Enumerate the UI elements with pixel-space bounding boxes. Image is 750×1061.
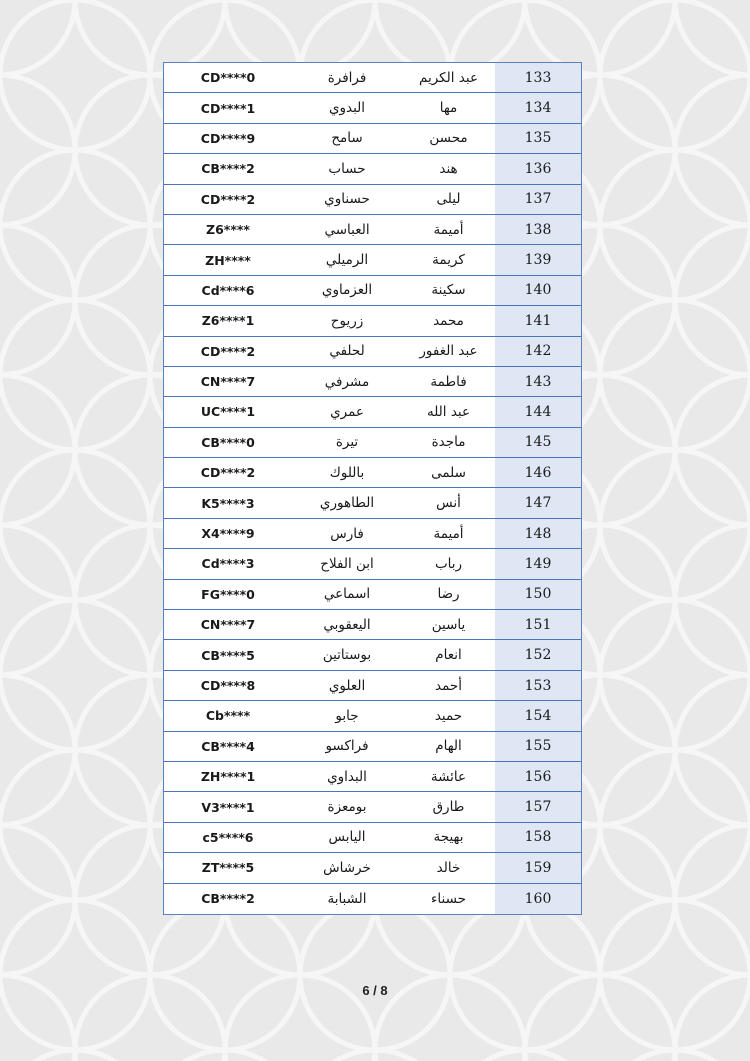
id-code-cell: c5****6	[202, 829, 254, 845]
last-name-cell: فارس	[330, 525, 364, 542]
first-name-cell: ماجدة	[431, 434, 466, 451]
row-number-cell: 158	[495, 823, 581, 852]
first-name-cell: حسناء	[431, 890, 466, 907]
id-code-cell: CD****8	[200, 678, 256, 693]
table-row	[164, 701, 581, 731]
table-row	[164, 367, 581, 397]
id-code-cell: CD****2	[200, 343, 256, 359]
row-number-cell: 133	[495, 63, 581, 92]
table-row	[164, 792, 581, 822]
id-code-cell: CD****2	[200, 465, 256, 481]
table-row	[164, 732, 581, 762]
table-row	[164, 215, 581, 245]
last-name-cell: عمري	[330, 403, 364, 420]
first-name-cell: فاطمة	[430, 373, 467, 390]
table-row	[164, 884, 581, 914]
table-row	[164, 823, 581, 853]
last-name-cell: العزماوي	[321, 282, 373, 299]
id-code-cell: CB****5	[201, 647, 255, 663]
id-code-cell: V3****1	[201, 799, 255, 815]
id-code-cell: CB****4	[201, 738, 255, 754]
row-number-cell: 141	[495, 306, 581, 335]
last-name-cell: لحلفي	[329, 343, 365, 360]
id-code-cell: CB****2	[201, 891, 255, 907]
last-name-cell: خرشاش	[323, 859, 371, 876]
last-name-cell: اسماعي	[323, 586, 371, 603]
table-row	[164, 762, 581, 792]
table-row	[164, 245, 581, 275]
row-number-cell: 142	[495, 337, 581, 366]
last-name-cell: ابن الفلاح	[320, 555, 374, 572]
last-name-cell: فرافرة	[327, 69, 367, 86]
first-name-cell: طارق	[432, 799, 465, 816]
row-number-cell: 153	[495, 671, 581, 700]
row-number-cell: 145	[495, 428, 581, 457]
row-number-cell: 154	[495, 701, 581, 730]
first-name-cell: رضا	[437, 586, 460, 603]
table-row	[164, 185, 581, 215]
last-name-cell: الشبابة	[327, 890, 367, 907]
first-name-cell: عائشة	[430, 768, 467, 785]
last-name-cell: سامح	[331, 130, 363, 147]
first-name-cell: محمد	[433, 312, 464, 329]
id-code-cell: K5****3	[201, 495, 255, 511]
last-name-cell: العباسي	[324, 221, 370, 238]
table-row	[164, 519, 581, 549]
table-row	[164, 549, 581, 579]
row-number-cell: 134	[495, 93, 581, 122]
id-code-cell: Z6****1	[201, 313, 255, 329]
table-row	[164, 610, 581, 640]
table-row	[164, 276, 581, 306]
id-code-cell: CD****9	[200, 130, 256, 146]
table-row	[164, 640, 581, 670]
table-row	[164, 428, 581, 458]
row-number-cell: 148	[495, 519, 581, 548]
table-row	[164, 154, 581, 184]
first-name-cell: رباب	[434, 555, 463, 572]
first-name-cell: أميمة	[433, 525, 464, 542]
last-name-cell: فراكسو	[325, 738, 369, 755]
first-name-cell: ياسين	[431, 616, 466, 633]
last-name-cell: حسناوي	[324, 191, 370, 208]
table-row	[164, 580, 581, 610]
table-row	[164, 124, 581, 154]
last-name-cell: الرميلي	[325, 252, 369, 269]
id-code-cell: CB****2	[201, 161, 255, 177]
row-number-cell: 139	[495, 245, 581, 274]
id-code-cell: CN****7	[200, 617, 256, 633]
table-row	[164, 488, 581, 518]
first-name-cell: سلمى	[431, 464, 466, 481]
row-number-cell: 152	[495, 640, 581, 669]
id-code-cell: CD****0	[200, 70, 256, 86]
last-name-cell: بوستاتين	[322, 647, 372, 664]
names-table	[163, 62, 582, 915]
last-name-cell: اليعقوبي	[323, 616, 371, 633]
last-name-cell: حساب	[328, 160, 366, 177]
id-code-cell: FG****0	[201, 586, 255, 602]
first-name-cell: بهيجة	[433, 829, 464, 846]
first-name-cell: كريمة	[432, 252, 465, 269]
table-row	[164, 671, 581, 701]
row-number-cell: 151	[495, 610, 581, 639]
row-number-cell: 160	[495, 884, 581, 914]
row-number-cell: 137	[495, 185, 581, 214]
last-name-cell: جابو	[335, 707, 359, 724]
last-name-cell: زريوح	[330, 312, 364, 329]
row-number-cell: 146	[495, 458, 581, 487]
row-number-cell: 159	[495, 853, 581, 882]
first-name-cell: أنس	[436, 495, 461, 512]
first-name-cell: هند	[439, 160, 458, 177]
first-name-cell: حميد	[434, 707, 463, 724]
first-name-cell: محسن	[429, 130, 468, 147]
table-row	[164, 337, 581, 367]
table-row	[164, 93, 581, 123]
row-number-cell: 136	[495, 154, 581, 183]
table-row	[164, 63, 581, 93]
last-name-cell: باللوك	[329, 464, 365, 481]
first-name-cell: مها	[439, 100, 458, 117]
last-name-cell: تيرة	[335, 434, 359, 451]
row-number-cell: 155	[495, 732, 581, 761]
row-number-cell: 138	[495, 215, 581, 244]
last-name-cell: البدوي	[328, 100, 366, 117]
last-name-cell: مشرفي	[324, 373, 370, 390]
id-code-cell: X4****9	[201, 526, 255, 542]
last-name-cell: الطاهوري	[319, 495, 375, 512]
first-name-cell: خالد	[436, 859, 461, 876]
row-number-cell: 135	[495, 124, 581, 153]
first-name-cell: ليلى	[436, 191, 461, 208]
table-row	[164, 853, 581, 883]
id-code-cell: CB****0	[201, 434, 255, 450]
row-number-cell: 156	[495, 762, 581, 791]
table-row	[164, 397, 581, 427]
id-code-cell: Cd****3	[201, 556, 255, 572]
last-name-cell: اليابس	[328, 829, 366, 846]
id-code-cell: ZH****	[205, 252, 251, 268]
id-code-cell: Cd****6	[201, 282, 255, 298]
first-name-cell: انعام	[435, 647, 462, 664]
row-number-cell: 140	[495, 276, 581, 305]
id-code-cell: CD****1	[200, 100, 256, 116]
id-code-cell: UC****1	[200, 404, 256, 420]
row-number-cell: 157	[495, 792, 581, 821]
first-name-cell: عبد الغفور	[419, 343, 478, 360]
last-name-cell: البداوي	[327, 768, 367, 785]
first-name-cell: عبد الله	[426, 403, 471, 420]
first-name-cell: الهام	[435, 738, 462, 755]
row-number-cell: 144	[495, 397, 581, 426]
first-name-cell: عبد الكريم	[418, 69, 479, 86]
row-number-cell: 149	[495, 549, 581, 578]
id-code-cell: ZT****5	[201, 860, 255, 876]
id-code-cell: CN****7	[200, 374, 256, 390]
first-name-cell: سكينة	[431, 282, 466, 299]
id-code-cell: Z6****	[206, 222, 250, 238]
table-row	[164, 306, 581, 336]
id-code-cell: Cb****	[205, 708, 251, 724]
first-name-cell: أحمد	[435, 677, 462, 694]
id-code-cell: CD****2	[200, 191, 256, 207]
row-number-cell: 150	[495, 580, 581, 609]
page-number: 6 / 8	[362, 983, 388, 998]
last-name-cell: العلوي	[328, 677, 366, 694]
row-number-cell: 143	[495, 367, 581, 396]
id-code-cell: ZH****1	[200, 769, 256, 785]
row-number-cell: 147	[495, 488, 581, 517]
table-row	[164, 458, 581, 488]
last-name-cell: بومعزة	[327, 799, 367, 816]
first-name-cell: أميمة	[433, 221, 464, 238]
